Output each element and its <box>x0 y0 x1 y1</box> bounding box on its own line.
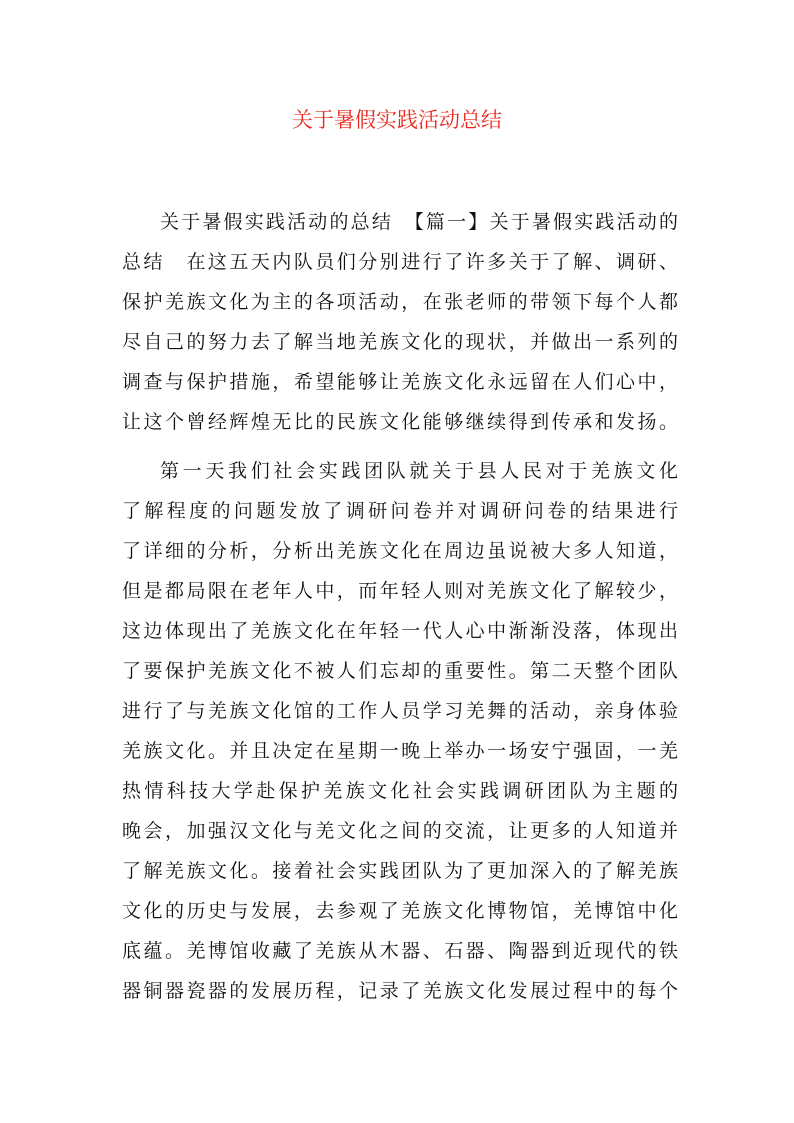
paragraph-line: 保护羌族文化为主的各项活动，在张老师的带领下每个人都 <box>122 291 678 313</box>
paragraph-line: 尽自己的努力去了解当地羌族文化的现状，并做出一系列的 <box>122 331 678 353</box>
paragraph-line: 了要保护羌族文化不被人们忘却的重要性。第二天整个团队 <box>122 660 678 682</box>
paragraph-line: 底蕴。羌博馆收藏了羌族从木器、石器、陶器到近现代的铁 <box>122 940 678 962</box>
paragraph-line: 调查与保护措施，希望能够让羌族文化永远留在人们心中， <box>122 371 678 393</box>
paragraph-line: 晚会，加强汉文化与羌文化之间的交流，让更多的人知道并 <box>122 820 678 842</box>
paragraph-line: 让这个曾经辉煌无比的民族文化能够继续得到传承和发扬。 <box>122 411 678 433</box>
paragraph-line: 第一天我们社会实践团队就关于县人民对于羌族文化 <box>160 460 678 482</box>
paragraph-line: 器铜器瓷器的发展历程，记录了羌族文化发展过程中的每个 <box>122 980 678 1002</box>
paragraph-line: 热情科技大学赴保护羌族文化社会实践调研团队为主题的 <box>122 780 678 802</box>
paragraph-line: 羌族文化。并且决定在星期一晚上举办一场安宁强固，一羌 <box>122 740 678 762</box>
paragraph-line: 关于暑假实践活动的总结 【篇一】关于暑假实践活动的 <box>160 211 678 233</box>
paragraph-line: 但是都局限在老年人中，而年轻人则对羌族文化了解较少， <box>122 580 678 602</box>
paragraph-line: 了解程度的问题发放了调研问卷并对调研问卷的结果进行 <box>122 500 678 522</box>
paragraph-line: 进行了与羌族文化馆的工作人员学习羌舞的活动，亲身体验 <box>122 700 678 722</box>
paragraph-line: 这边体现出了羌族文化在年轻一代人心中渐渐没落，体现出 <box>122 620 678 642</box>
paragraph-line: 文化的历史与发展，去参观了羌族文化博物馆，羌博馆中化 <box>122 900 678 922</box>
paragraph-line: 了详细的分析，分析出羌族文化在周边虽说被大多人知道， <box>122 540 678 562</box>
paragraph-line: 了解羌族文化。接着社会实践团队为了更加深入的了解羌族 <box>122 860 678 882</box>
paragraph-line: 总结 在这五天内队员们分别进行了许多关于了解、调研、 <box>122 251 678 273</box>
document-title: 关于暑假实践活动总结 <box>292 108 502 132</box>
